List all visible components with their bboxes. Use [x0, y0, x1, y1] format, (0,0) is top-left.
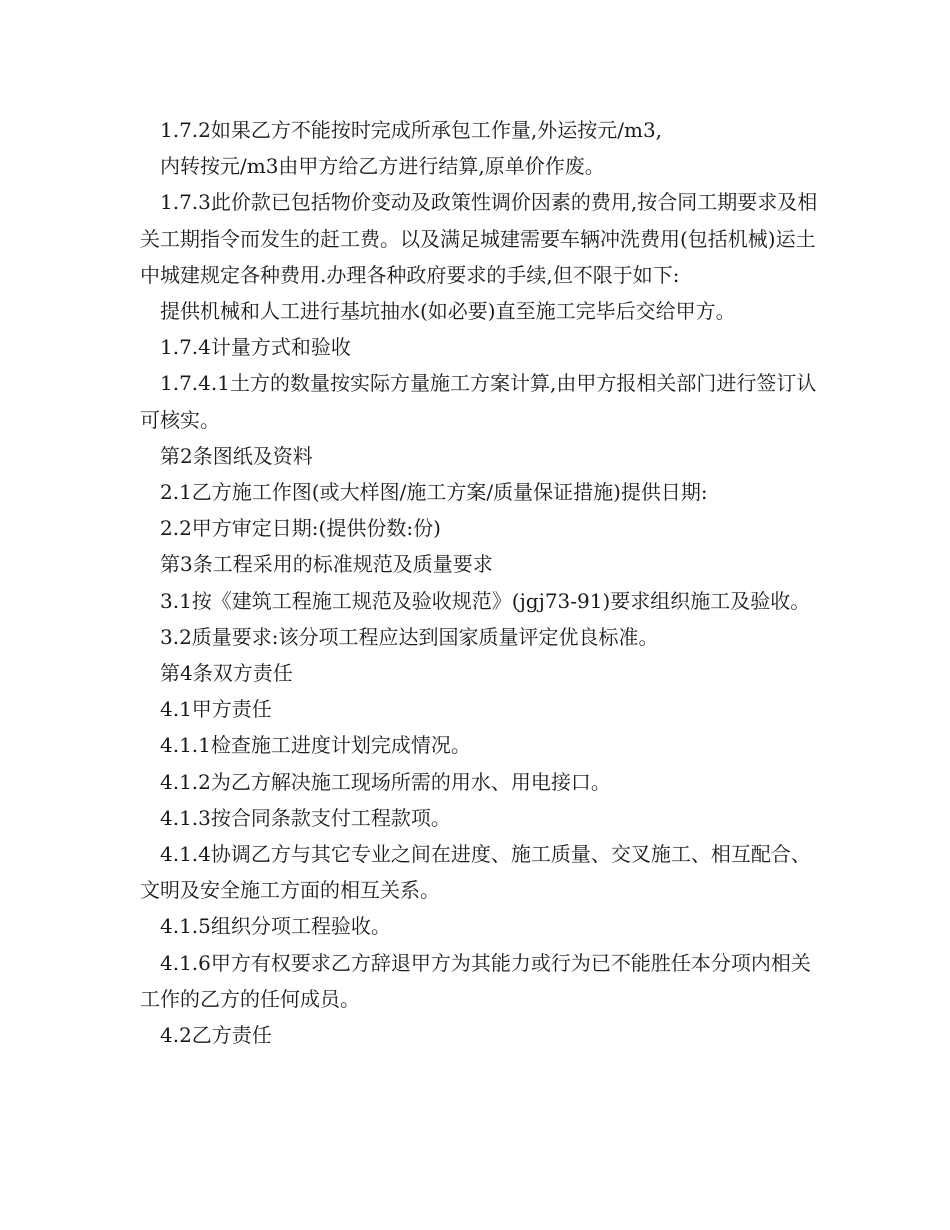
paragraph-1-7-2: 1.7.2如果乙方不能按时完成所承包工作量,外运按元/m3, — [160, 118, 663, 142]
paragraph-2-1: 2.1乙方施工作图(或大样图/施工方案/质量保证措施)提供日期: — [160, 480, 708, 505]
document-body — [140, 112, 820, 1053]
paragraph-4-1-4: 4.1.4协调乙方与其它专业之间在进度、施工质量、交叉施工、相互配合、文明及安全施工方面的相互关系。 — [140, 842, 811, 903]
heading-1-7-4: 1.7.4计量方式和验收 — [160, 335, 351, 360]
heading-4-2: 4.2乙方责任 — [160, 1023, 272, 1048]
paragraph-1-7-3: 1.7.3此价款已包括物价变动及政策性调价因素的费用,按合同工期要求及相关工期指令而发生的赶工费。以及满足城建需要车辆冲洗费用(包括机械)运土中城建规定各种费用.办理各种政府要求的手续,但不限于如下: — [140, 190, 818, 287]
heading-article-4: 第4条双方责任 — [160, 661, 293, 686]
paragraph-4-1-1: 4.1.1检查施工进度计划完成情况。 — [160, 733, 471, 758]
heading-article-3: 第3条工程采用的标准规范及质量要求 — [160, 552, 493, 577]
paragraph-4-1-2: 4.1.2为乙方解决施工现场所需的用水、用电接口。 — [160, 769, 611, 794]
heading-article-2: 第2条图纸及资料 — [160, 443, 313, 468]
paragraph-4-1-5: 4.1.5组织分项工程验收。 — [160, 914, 391, 939]
paragraph-3-2: 3.2质量要求:该分项工程应达到国家质量评定优良标准。 — [160, 624, 659, 649]
paragraph-3-1: 3.1按《建筑工程施工规范及验收规范》(jgj73-91)要求组织施工及验收。 — [160, 588, 811, 613]
heading-4-1: 4.1甲方责任 — [160, 697, 272, 722]
paragraph-4-1-6: 4.1.6甲方有权要求乙方辞退甲方为其能力或行为已不能胜任本分项内相关工作的乙方的任何成员。 — [140, 950, 811, 1011]
paragraph-1-7-2-continued: 内转按元/m3由甲方给乙方进行结算,原单价作废。 — [160, 154, 605, 179]
paragraph-1-7-4-1: 1.7.4.1土方的数量按实际方量施工方案计算,由甲方报相关部门进行签订认可核实。 — [140, 371, 817, 432]
paragraph-4-1-3: 4.1.3按合同条款支付工程款项。 — [160, 805, 451, 830]
paragraph-pumping: 提供机械和人工进行基坑抽水(如必要)直至施工完毕后交给甲方。 — [160, 299, 736, 324]
paragraph-2-2: 2.2甲方审定日期:(提供份数:份) — [160, 516, 441, 541]
